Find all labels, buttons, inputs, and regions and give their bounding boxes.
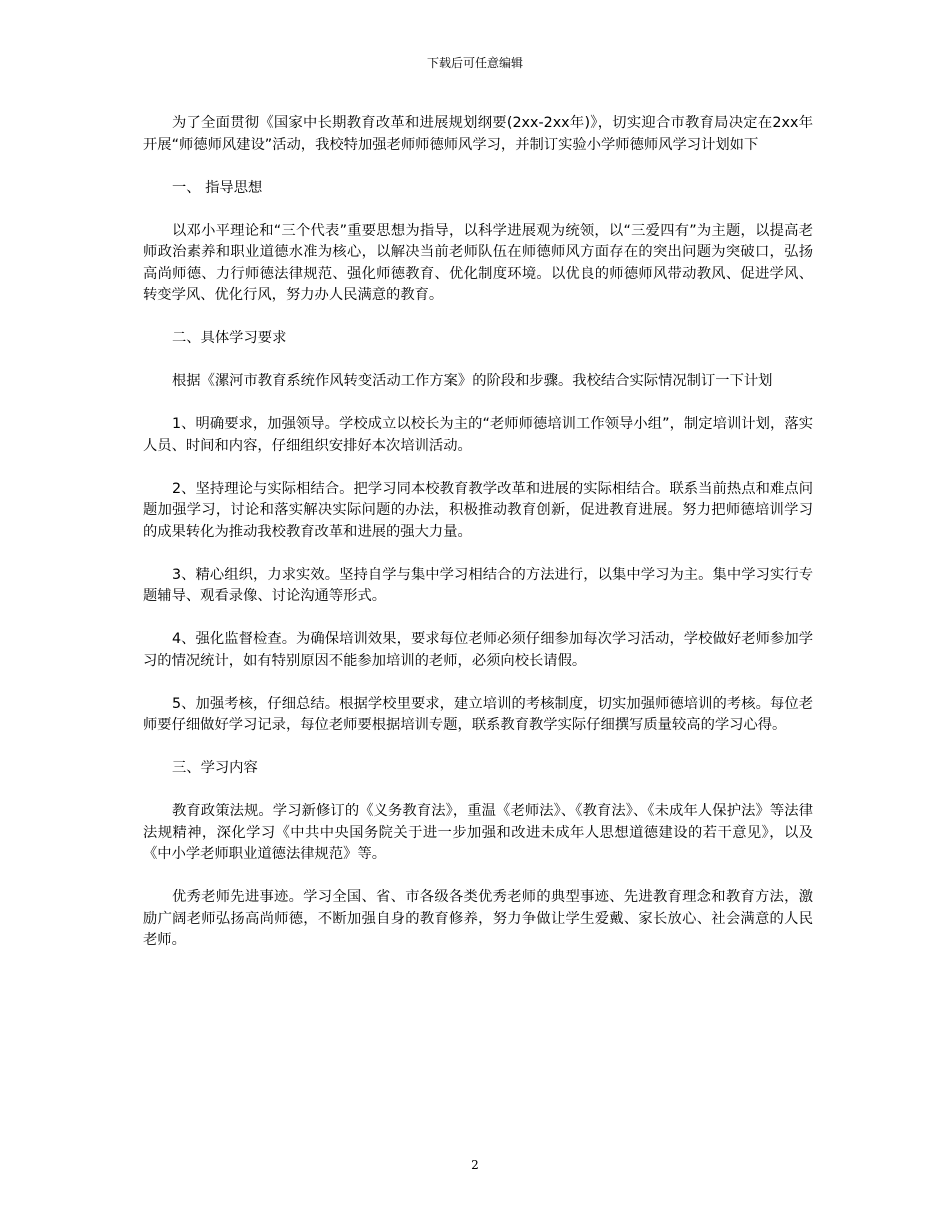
- body-paragraph: 以邓小平理论和“三个代表”重要思想为指导，以科学进展观为统领，以“三爱四有”为主题，以提高老师政治素养和职业道德水准为核心，以解决当前老师队伍在师德师风方面存在的突出问题为突破口，弘扬高尚师德、力行师德法律规范、强化师德教育、优化制度环境。以优良的师德师风带动教风、促进学风、转变学风、优化行风，努力办人民满意的教育。: [143, 222, 813, 303]
- section-heading-study-content: 三、学习内容: [172, 760, 258, 776]
- body-paragraph: 优秀老师先进事迹。学习全国、省、市各级各类优秀老师的典型事迹、先进教育理念和教育方法，激励广阔老师弘扬高尚师德，不断加强自身的教育修养，努力争做让学生爱戴、家长放心、社会满意的人民老师。: [143, 889, 813, 948]
- intro-paragraph: 为了全面贯彻《国家中长期教育改革和进展规划纲要(2xx-2xx年)》，切实迎合市教育局决定在2xx年开展“师德师风建设”活动，我校特加强老师师德师风学习，并制订实验小学师德师风学习计划如下: [143, 115, 813, 153]
- page-number: 2: [471, 1158, 479, 1172]
- list-item: 3、精心组织，力求实效。坚持自学与集中学习相结合的方法进行，以集中学习为主。集中学习实行专题辅导、观看录像、讨论沟通等形式。: [143, 566, 813, 604]
- body-paragraph: 教育政策法规。学习新修订的《义务教育法》，重温《老师法》、《教育法》、《未成年人保护法》等法律法规精神，深化学习《中共中央国务院关于进一步加强和改进未成年人思想道德建设的若干意见》，以及《中小学老师职业道德法律规范》等。: [143, 803, 813, 862]
- list-item: 2、坚持理论与实际相结合。把学习同本校教育教学改革和进展的实际相结合。联系当前热点和难点问题加强学习，讨论和落实解决实际问题的办法，积极推动教育创新，促进教育进展。努力把师德培训学习的成果转化为推动我校教育改革和进展的强大力量。: [143, 480, 813, 540]
- list-item: 5、加强考核，仔细总结。根据学校里要求，建立培训的考核制度，切实加强师德培训的考核。每位老师要仔细做好学习记录，每位老师要根据培训专题，联系教育教学实际仔细撰写质量较高的学习心得。: [143, 695, 813, 733]
- section-heading-guiding-thought: 一、 指导思想: [172, 179, 263, 196]
- body-paragraph: 根据《漯河市教育系统作风转变活动工作方案》的阶段和步骤。我校结合实际情况制订一下计划: [172, 373, 773, 389]
- section-heading-study-requirements: 二、具体学习要求: [172, 330, 287, 346]
- page-header: 下载后可任意编辑: [426, 56, 523, 70]
- document-body: [143, 113, 813, 973]
- list-item: 4、强化监督检查。为确保培训效果，要求每位老师必须仔细参加每次学习活动，学校做好老师参加学习的情况统计，如有特别原因不能参加培训的老师，必须向校长请假。: [143, 631, 813, 669]
- list-item: 1、明确要求，加强领导。学校成立以校长为主的“老师师德培训工作领导小组”，制定培训计划，落实人员、时间和内容，仔细组织安排好本次培训活动。: [143, 416, 813, 454]
